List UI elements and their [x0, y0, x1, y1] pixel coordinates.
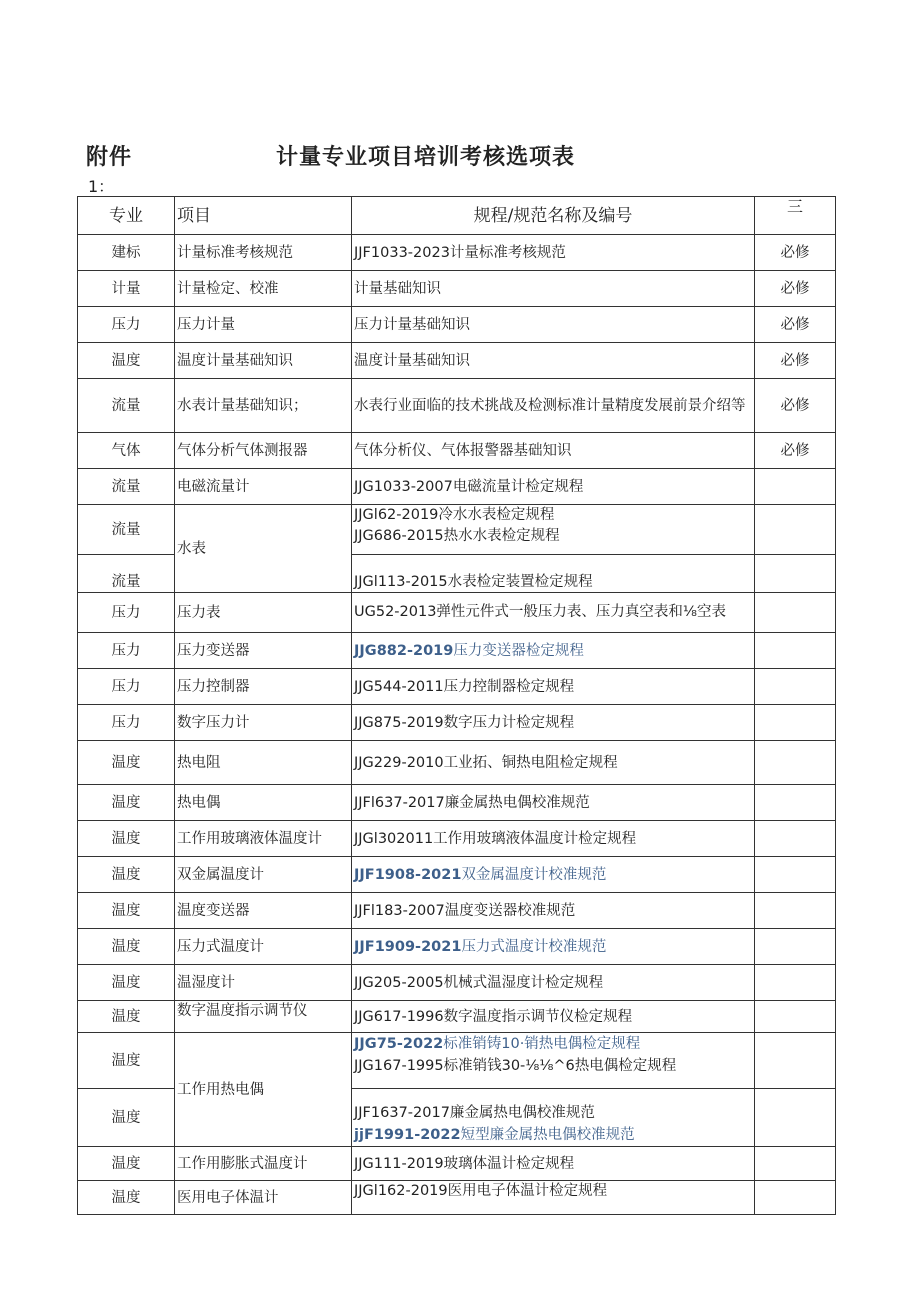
cell-regulation: JJG875-2019数字压力计检定规程: [352, 705, 755, 741]
cell-regulation: JJFl183-2007温度变送器校准规范: [352, 893, 755, 929]
cell-required: 必修: [755, 433, 836, 469]
attachment-label: 附件: [86, 145, 133, 170]
cell-item: 双金属温度计: [175, 857, 352, 893]
table-header-row: [78, 197, 836, 235]
regulation-title: 标准销铸10·销热电偶检定规程: [443, 1036, 641, 1052]
cell-major: 温度: [78, 857, 175, 893]
header-regulation: 规程/规范名称及编号: [352, 197, 755, 235]
cell-major: 计量: [78, 271, 175, 307]
cell-major: 温度: [78, 1089, 175, 1147]
cell-major: 温度: [78, 741, 175, 785]
cell-major: 温度: [78, 821, 175, 857]
table-row: [78, 593, 836, 633]
cell-item: 压力控制器: [175, 669, 352, 705]
cell-major: 流量: [78, 555, 175, 593]
table-row: [78, 469, 836, 505]
cell-item: 计量标准考核规范: [175, 235, 352, 271]
cell-item: 温湿度计: [175, 965, 352, 1001]
cell-required: [755, 785, 836, 821]
table-row: [78, 669, 836, 705]
cell-major: 压力: [78, 593, 175, 633]
cell-required: 必修: [755, 307, 836, 343]
cell-major: 流量: [78, 469, 175, 505]
cell-major: 建标: [78, 235, 175, 271]
table-row: [78, 893, 836, 929]
cell-regulation: UG52-2013弹性元件式一般压力表、压力真空表和⅛空表: [352, 593, 755, 633]
table-row: [78, 1033, 836, 1089]
cell-required: [755, 669, 836, 705]
table-row: [78, 379, 836, 433]
cell-required: 必修: [755, 235, 836, 271]
cell-major: 温度: [78, 785, 175, 821]
cell-major: 温度: [78, 1147, 175, 1181]
table-row: [78, 785, 836, 821]
cell-major: 气体: [78, 433, 175, 469]
table-row: [78, 1001, 836, 1033]
regulation-title: 压力式温度计校准规范: [461, 938, 607, 955]
cell-major: 温度: [78, 1001, 175, 1033]
regulation-title: 短型廉金属热电偶校准规范: [460, 1127, 635, 1143]
cell-regulation: [352, 633, 755, 669]
cell-item: 气体分析气体测报器: [175, 433, 352, 469]
cell-item: 计量检定、校准: [175, 271, 352, 307]
cell-major: 压力: [78, 307, 175, 343]
cell-regulation: JJG544-2011压力控制器检定规程: [352, 669, 755, 705]
cell-regulation: 压力计量基础知识: [352, 307, 755, 343]
regulation-title: 压力变送器检定规程: [453, 642, 584, 659]
cell-required: 必修: [755, 379, 836, 433]
cell-item: 工作用膨胀式温度计: [175, 1147, 352, 1181]
cell-item: 温度变送器: [175, 893, 352, 929]
table-row: [78, 235, 836, 271]
cell-item: 水表: [175, 505, 352, 593]
cell-required: 必修: [755, 343, 836, 379]
cell-required: [755, 1181, 836, 1215]
cell-required: [755, 1033, 836, 1089]
cell-regulation: [352, 1033, 755, 1089]
cell-required: [755, 821, 836, 857]
regulation-line: JJG686-2015热水水表检定规程: [354, 528, 560, 544]
regulation-line: JJG167-1995标准销钱30-⅛⅛^6热电偶检定规程: [354, 1058, 677, 1074]
cell-regulation: JJG229-2010工业拓、铜热电阻检定规程: [352, 741, 755, 785]
regulation-code: JJG75-2022: [354, 1036, 444, 1052]
cell-required: [755, 593, 836, 633]
cell-item: 数字温度指示调节仪: [175, 1001, 352, 1033]
regulation-code: JJF1909-2021: [354, 938, 462, 955]
cell-item: 热电阻: [175, 741, 352, 785]
cell-regulation: JJG617-1996数字温度指示调节仪检定规程: [352, 1001, 755, 1033]
table-row: [78, 343, 836, 379]
cell-major: 压力: [78, 633, 175, 669]
cell-item: 数字压力计: [175, 705, 352, 741]
cell-item: 工作用热电偶: [175, 1033, 352, 1147]
table-row: [78, 857, 836, 893]
table-row: [78, 505, 836, 555]
cell-major: 温度: [78, 343, 175, 379]
cell-regulation: 气体分析仪、气体报警器基础知识: [352, 433, 755, 469]
table-row: [78, 1181, 836, 1215]
regulation-title: 双金属温度计校准规范: [461, 866, 607, 883]
cell-regulation: JJGl162-2019医用电子体温计检定规程: [352, 1181, 755, 1215]
training-table: [77, 196, 836, 1215]
cell-required: [755, 469, 836, 505]
table-row: [78, 633, 836, 669]
cell-major: 温度: [78, 1033, 175, 1089]
cell-regulation: JJFl637-2017廉金属热电偶校准规范: [352, 785, 755, 821]
cell-item: 电磁流量计: [175, 469, 352, 505]
cell-regulation: [352, 505, 755, 555]
cell-item: 温度计量基础知识: [175, 343, 352, 379]
cell-required: [755, 929, 836, 965]
cell-regulation: 温度计量基础知识: [352, 343, 755, 379]
header-corner: 三: [786, 197, 803, 216]
cell-required: [755, 741, 836, 785]
cell-required: [755, 633, 836, 669]
cell-required: [755, 505, 836, 555]
cell-regulation: JJG1033-2007电磁流量计检定规程: [352, 469, 755, 505]
header-item: 项目: [175, 197, 352, 235]
regulation-line: JJGl62-2019冷水水表检定规程: [354, 507, 555, 523]
cell-required: [755, 1147, 836, 1181]
cell-required: [755, 857, 836, 893]
regulation-code: JJF1908-2021: [354, 866, 462, 883]
cell-item: 压力表: [175, 593, 352, 633]
cell-item: 工作用玻璃液体温度计: [175, 821, 352, 857]
table-row: [78, 271, 836, 307]
cell-required: [755, 893, 836, 929]
table-row: [78, 741, 836, 785]
regulation-code: JJG882-2019: [354, 642, 454, 659]
table-row: [78, 965, 836, 1001]
cell-major: 压力: [78, 669, 175, 705]
cell-regulation: 计量基础知识: [352, 271, 755, 307]
cell-major: 流量: [78, 505, 175, 555]
cell-major: 流量: [78, 379, 175, 433]
page-title: 计量专业项目培训考核选项表: [276, 145, 576, 170]
cell-major: 温度: [78, 929, 175, 965]
cell-required: [755, 965, 836, 1001]
cell-major: 温度: [78, 893, 175, 929]
cell-regulation: JJG205-2005机械式温湿度计检定规程: [352, 965, 755, 1001]
cell-item: 压力计量: [175, 307, 352, 343]
cell-regulation: JJG111-2019玻璃体温计检定规程: [352, 1147, 755, 1181]
cell-required: [755, 705, 836, 741]
cell-regulation: [352, 857, 755, 893]
cell-major: 温度: [78, 965, 175, 1001]
regulation-line: JJF1637-2017廉金属热电偶校准规范: [354, 1105, 595, 1121]
table-row: [78, 1147, 836, 1181]
cell-regulation: JJF1033-2023计量标准考核规范: [352, 235, 755, 271]
table-row: [78, 929, 836, 965]
cell-regulation: [352, 1089, 755, 1147]
cell-required: [755, 1001, 836, 1033]
cell-required: [755, 1089, 836, 1147]
cell-regulation: JJGl113-2015水表检定装置检定规程: [352, 555, 755, 593]
attachment-number: 1：: [88, 177, 115, 196]
cell-item: 压力变送器: [175, 633, 352, 669]
cell-item: 水表计量基础知识；: [175, 379, 352, 433]
cell-regulation: 水表行业面临的技术挑战及检测标准计量精度发展前景介绍等: [352, 379, 755, 433]
table-row: [78, 821, 836, 857]
cell-required: [755, 555, 836, 593]
cell-item: 热电偶: [175, 785, 352, 821]
cell-regulation: [352, 929, 755, 965]
cell-major: 温度: [78, 1181, 175, 1215]
cell-item: 医用电子体温计: [175, 1181, 352, 1215]
header-major: 专业: [78, 197, 175, 235]
cell-major: 压力: [78, 705, 175, 741]
table-row: [78, 705, 836, 741]
regulation-code: jjF1991-2022: [354, 1127, 461, 1143]
cell-regulation: JJGl302011工作用玻璃液体温度计检定规程: [352, 821, 755, 857]
table-row: [78, 433, 836, 469]
cell-required: 必修: [755, 271, 836, 307]
cell-item: 压力式温度计: [175, 929, 352, 965]
table-row: [78, 307, 836, 343]
